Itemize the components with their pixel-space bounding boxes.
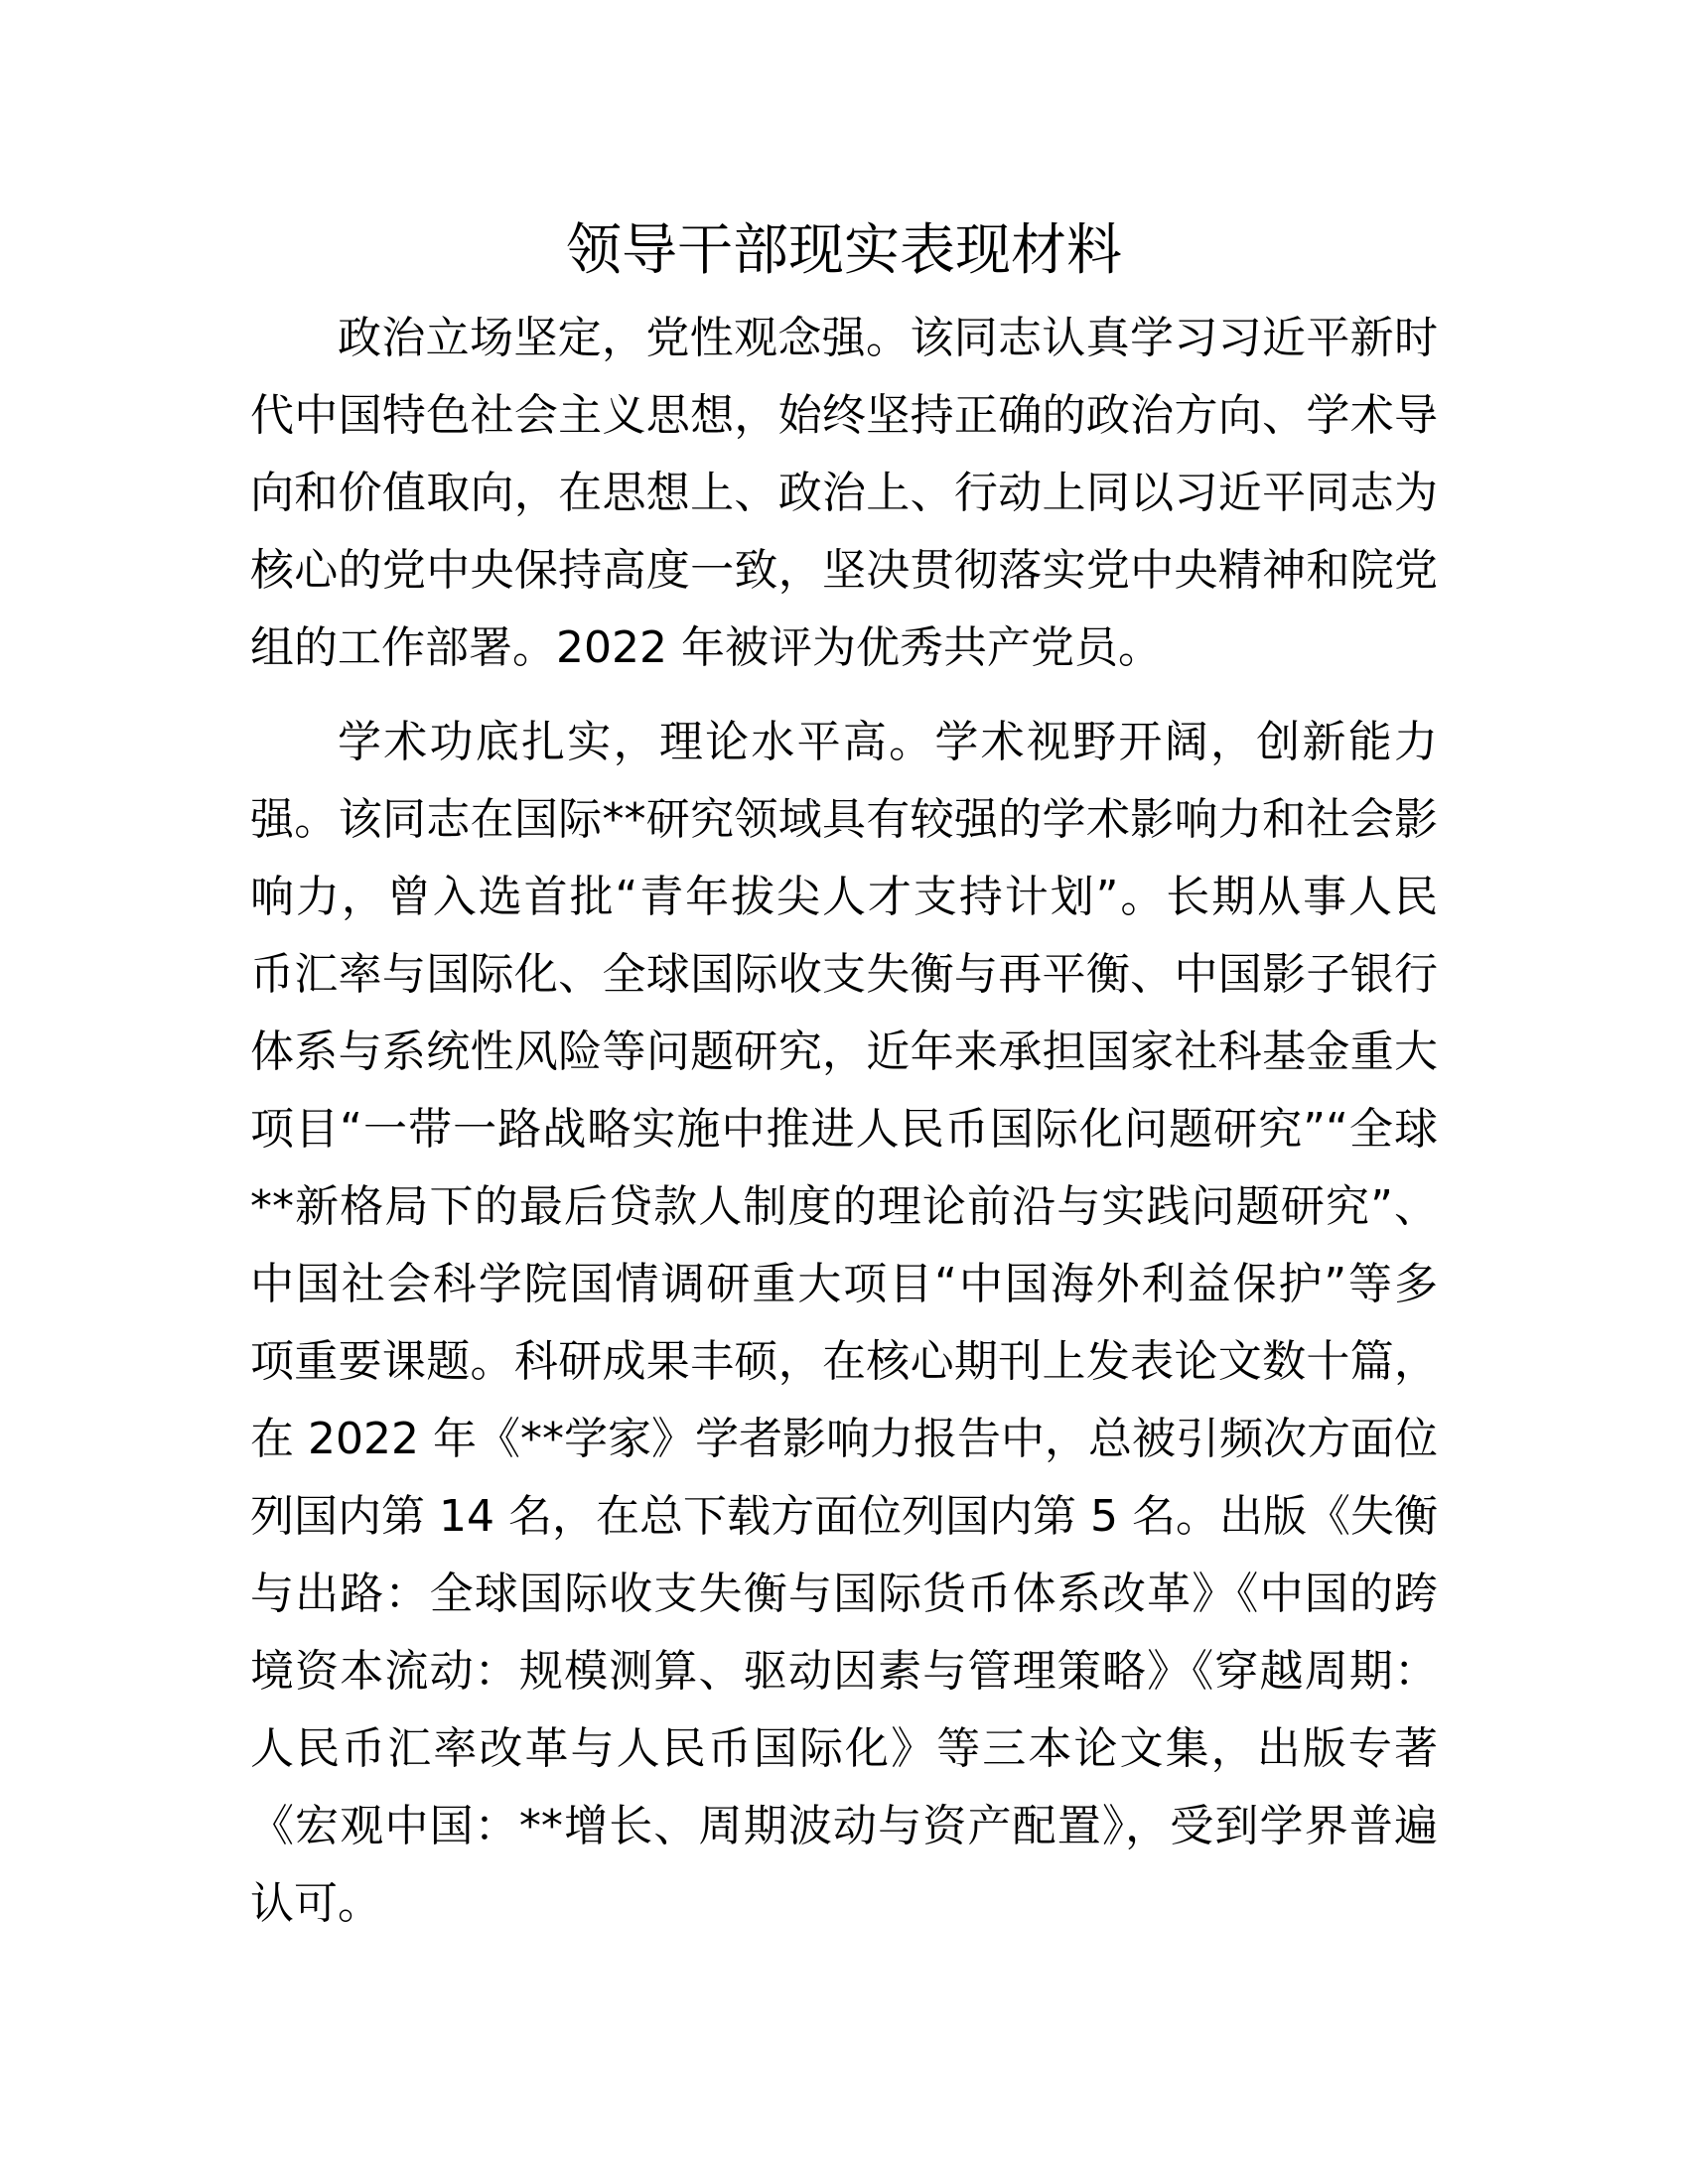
text-line: 组的工作部署。2022 年被评为优秀共产党员。 bbox=[250, 622, 1162, 673]
text-line: 《宏观中国：**增长、周期波动与资产配置》，受到学界普遍 bbox=[250, 1801, 1438, 1851]
paragraph-political-stance bbox=[250, 300, 1438, 687]
text-line: 项重要课题。科研成果丰硕，在核心期刊上发表论文数十篇， bbox=[250, 1336, 1438, 1387]
text-line: 核心的党中央保持高度一致，坚决贯彻落实党中央精神和院党 bbox=[250, 545, 1438, 596]
text-line: 响力，曾入选首批“青年拔尖人才支持计划”。长期从事人民 bbox=[250, 872, 1438, 922]
document-title: 领导干部现实表现材料 bbox=[566, 218, 1122, 283]
text-line: 币汇率与国际化、全球国际收支失衡与再平衡、中国影子银行 bbox=[250, 949, 1438, 1000]
paragraph-academic-foundation bbox=[250, 704, 1438, 1943]
text-line: 向和价值取向，在思想上、政治上、行动上同以习近平同志为 bbox=[250, 468, 1438, 518]
text-line: 强。该同志在国际**研究领域具有较强的学术影响力和社会影 bbox=[250, 794, 1438, 845]
text-line: 中国社会科学院国情调研重大项目“中国海外利益保护”等多 bbox=[250, 1259, 1438, 1309]
text-line: 政治立场坚定，党性观念强。该同志认真学习习近平新时 bbox=[338, 313, 1438, 363]
text-line: 学术功底扎实，理论水平高。学术视野开阔，创新能力 bbox=[338, 717, 1438, 767]
text-line: 项目“一带一路战略实施中推进人民币国际化问题研究”“全球 bbox=[250, 1104, 1438, 1155]
text-line: 体系与系统性风险等问题研究，近年来承担国家社科基金重大 bbox=[250, 1026, 1438, 1077]
text-line: 代中国特色社会主义思想，始终坚持正确的政治方向、学术导 bbox=[250, 390, 1438, 441]
document-body bbox=[250, 300, 1438, 1960]
text-line: 认可。 bbox=[250, 1878, 381, 1929]
text-line: 人民币汇率改革与人民币国际化》等三本论文集，出版专著 bbox=[250, 1723, 1438, 1774]
text-line: 与出路：全球国际收支失衡与国际货币体系改革》《中国的跨 bbox=[250, 1569, 1438, 1619]
text-line: 境资本流动：规模测算、驱动因素与管理策略》《穿越周期： bbox=[250, 1646, 1438, 1697]
text-line: 在 2022 年《**学家》学者影响力报告中，总被引频次方面位 bbox=[250, 1414, 1438, 1464]
text-line: **新格局下的最后贷款人制度的理论前沿与实践问题研究”、 bbox=[250, 1181, 1438, 1232]
text-line: 列国内第 14 名，在总下载方面位列国内第 5 名。出版《失衡 bbox=[250, 1491, 1438, 1542]
